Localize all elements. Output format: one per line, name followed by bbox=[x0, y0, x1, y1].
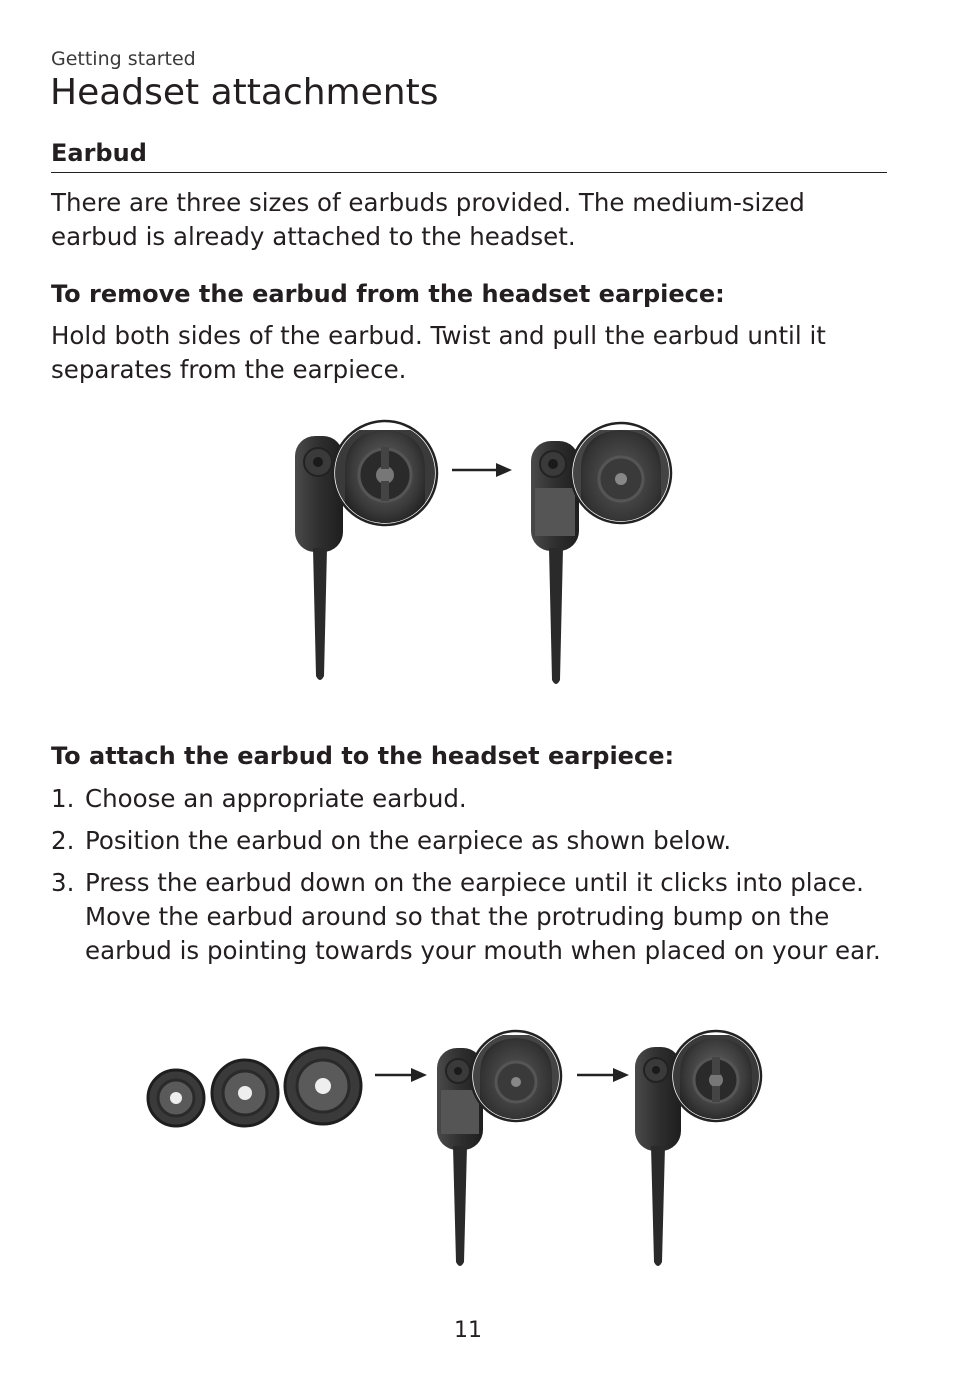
headset-without-earbud-icon bbox=[437, 1031, 561, 1266]
arrow-icon bbox=[577, 1068, 629, 1082]
attach-step-2 bbox=[51, 824, 891, 858]
earbud-medium-icon bbox=[212, 1060, 278, 1126]
page-title: Headset attachments bbox=[50, 72, 439, 113]
earbud-intro-text: There are three sizes of earbuds provided. The medium-sized earbud is already attached to the headset. bbox=[51, 188, 805, 251]
step-text: Position the earbud on the earpiece as shown below. bbox=[85, 826, 732, 855]
step-text: Choose an appropriate earbud. bbox=[85, 784, 467, 813]
attach-step-1 bbox=[51, 782, 891, 816]
step-text: Press the earbud down on the earpiece until it clicks into place. Move the earbud around so that the protruding bump on the earbud is pointing towards your mouth when placed on your ear. bbox=[85, 868, 881, 965]
step-number: 2. bbox=[51, 826, 75, 855]
attach-heading: To attach the earbud to the headset earpiece: bbox=[51, 742, 675, 770]
step-number: 3. bbox=[51, 868, 75, 897]
attach-step-3 bbox=[51, 866, 891, 968]
page-number: 11 bbox=[454, 1318, 482, 1343]
heading-rule bbox=[51, 172, 887, 173]
earbud-small-icon bbox=[148, 1070, 204, 1126]
arrow-icon bbox=[375, 1068, 427, 1082]
earbud-large-icon bbox=[285, 1048, 361, 1124]
headset-with-earbud-icon bbox=[635, 1031, 761, 1266]
remove-heading: To remove the earbud from the headset earpiece: bbox=[51, 280, 725, 308]
step-number: 1. bbox=[51, 784, 75, 813]
section-label: Getting started bbox=[51, 48, 196, 70]
headset-with-earbud-icon bbox=[295, 421, 437, 680]
arrow-icon bbox=[452, 463, 512, 477]
headset-without-earbud-icon bbox=[531, 423, 671, 684]
remove-text: Hold both sides of the earbud. Twist and pull the earbud until it separates from the earpiece. bbox=[51, 321, 826, 384]
earbud-heading: Earbud bbox=[51, 139, 147, 167]
